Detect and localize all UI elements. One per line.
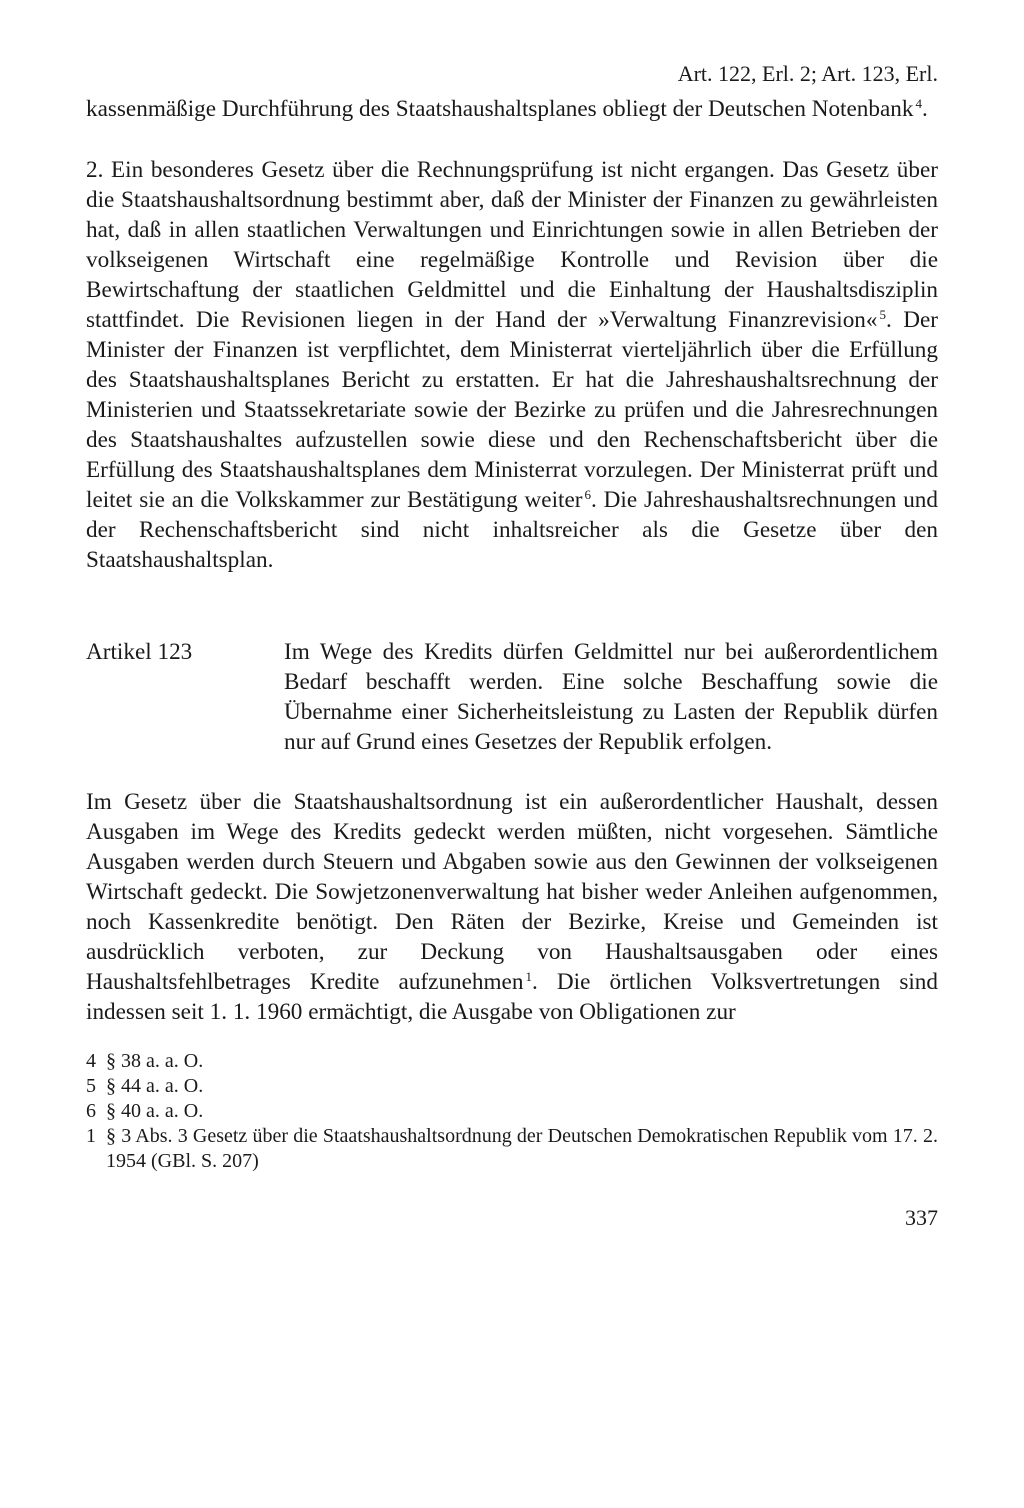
footnote-ref: 6 bbox=[584, 487, 591, 502]
footnote-ref: 1 bbox=[525, 969, 532, 984]
paragraph-erl-2 bbox=[86, 155, 938, 575]
page-number: 337 bbox=[905, 1205, 938, 1230]
footnote-number: 6 bbox=[86, 1100, 96, 1122]
footnote-ref: 4 bbox=[915, 96, 922, 111]
footnote bbox=[86, 1074, 938, 1099]
footnote-ref: 5 bbox=[879, 307, 886, 322]
running-head: Art. 122, Erl. 2; Art. 123, Erl. bbox=[677, 61, 938, 86]
footnote-text: § 40 a. a. O. bbox=[106, 1100, 204, 1122]
footnote bbox=[86, 1124, 938, 1174]
footnote-number: 4 bbox=[86, 1050, 96, 1072]
paragraph-text: . Der Minister der Finanzen ist verpflichtet, dem Ministerrat vierteljährlich über die Erfüllung des Staatshaushaltsplanes Bericht zu erstatten. Er hat die Jahreshaushaltsrechnung der Ministerien und Staatssekretariate sowie der Bezirke zu prüfen und die Jahresrechnungen des Staatshaushaltes aufzustellen sowie diese und den Rechenschaftsbericht über die Erfüllung des Staatshaushaltsplanes dem Ministerrat vorzulegen. Der Ministerrat prüft und leitet sie an die Volkskammer zur Bestätigung weiter bbox=[86, 307, 938, 513]
paragraph-text: 2. Ein besonderes Gesetz über die Rechnungsprüfung ist nicht ergangen. Das Gesetz über die Staatshaushaltsordnung bestimmt aber, daß der Minister der Finanzen zu gewährleisten hat, daß in allen staatlichen Verwaltungen und Einrichtungen sowie in allen Betrieben der volkseigenen Wirtschaft eine regelmäßige Kontrolle und Revision über die Bewirtschaftung der staatlichen Geldmittel und die Einhaltung der Haushaltsdisziplin stattfindet. Die Revisionen liegen in der Hand der »Verwaltung Finanzrevision« bbox=[86, 157, 938, 333]
paragraph-continuation bbox=[86, 94, 938, 124]
paragraph-text: Im Gesetz über die Staatshaushaltsordnung ist ein außerordentlicher Haushalt, dessen Ausgaben im Wege des Kredits gedeckt werden müßten, nicht vorgesehen. Sämtliche Ausgaben werden durch Steuern und Abgaben sowie aus den Gewinnen der volkseigenen Wirtschaft gedeckt. Die Sowjetzonenverwaltung hat bisher weder Anleihen aufgenommen, noch Kassenkredite benötigt. Den Räten der Bezirke, Kreise und Gemeinden ist ausdrücklich verboten, zur Deckung von Haushaltsausgaben oder eines Haushaltsfehlbetrages Kredite aufzunehmen bbox=[86, 789, 938, 995]
paragraph-text: . Die örtlichen Volksvertretungen sind indessen seit 1. 1. 1960 ermächtigt, die Ausgabe von Obligationen zur bbox=[86, 969, 938, 1025]
article-label: Artikel 123 bbox=[86, 639, 193, 665]
footnote-text: § 44 a. a. O. bbox=[106, 1075, 204, 1097]
footnote bbox=[86, 1099, 938, 1124]
book-page bbox=[86, 60, 938, 1232]
footnote-number: 5 bbox=[86, 1075, 96, 1097]
paragraph-text: kassenmäßige Durchführung des Staatshaushaltsplanes obliegt der Deutschen Notenbank bbox=[86, 96, 914, 122]
article-block bbox=[86, 637, 938, 757]
article-text: Im Wege des Kredits dürfen Geldmittel nur bei außerordentlichem Bedarf beschafft werden. Eine solche Beschaffung sowie die Übernahme einer Sicherheitsleistung zu Lasten der Republik dürfen nur auf Grund eines Gesetzes der Republik erfolgen. bbox=[284, 639, 938, 755]
footnote bbox=[86, 1049, 938, 1074]
footnotes bbox=[86, 1049, 938, 1174]
paragraph-text: . Die Jahreshaushaltsrechnungen und der Rechenschaftsbericht sind nicht inhaltsreicher als die Gesetze über den Staatshaushaltsplan. bbox=[86, 487, 938, 573]
footnote-text: § 3 Abs. 3 Gesetz über die Staatshaushaltsordnung der Deutschen Demokratischen Republik vom 17. 2. 1954 (GBl. S. 207) bbox=[106, 1125, 938, 1172]
paragraph-commentary bbox=[86, 787, 938, 1027]
footnote-number: 1 bbox=[86, 1125, 96, 1147]
paragraph-text: . bbox=[921, 96, 928, 122]
footnote-text: § 38 a. a. O. bbox=[106, 1050, 204, 1072]
